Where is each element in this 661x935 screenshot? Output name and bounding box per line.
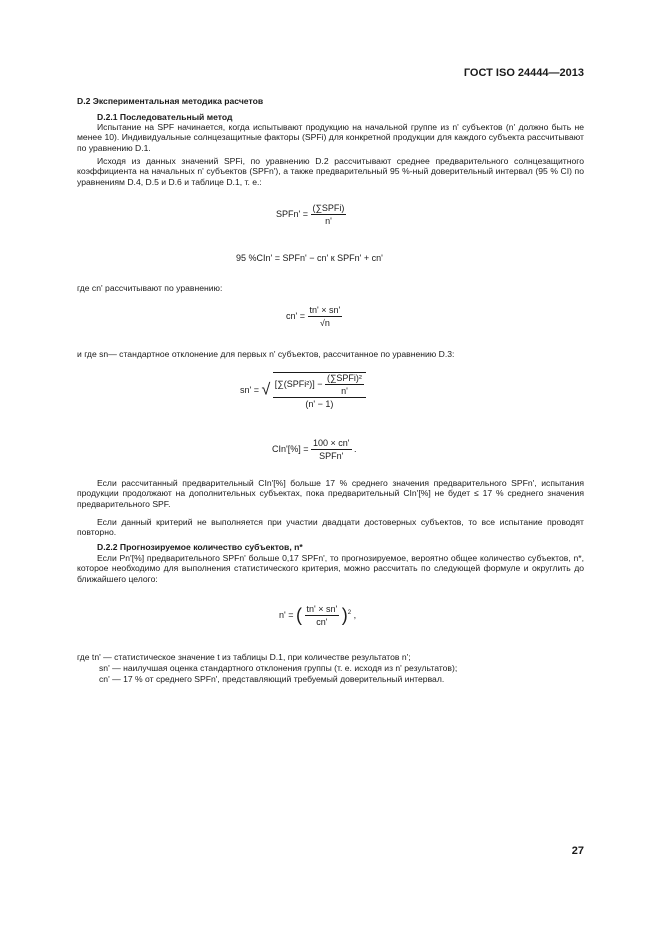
section-d22-title: D.2.2 Прогнозируемое количество субъектов, n*: [97, 542, 303, 552]
formula-s: sn' = √ [∑(SPFi²)] − $\frac{\text{(∑SPFi)²}}{n'}$ (n' − 1): [240, 372, 366, 409]
formula-n-predicted: n' = ( $\frac{tn' \times sn'}{cn'}$ )$^2$ ,: [279, 604, 357, 627]
where-c-text: где cn' рассчитывают по уравнению:: [77, 283, 223, 293]
formula-c: cn' = $\frac{tn' \times sn'}{√n}$: [286, 305, 341, 328]
document-header: ГОСТ ISO 24444—2013: [463, 67, 584, 79]
section-d2-title: D.2 Экспериментальная методика расчетов: [77, 96, 264, 106]
paragraph-4: Если данный критерий не выполняется при участии двадцати достоверных субъектов, то все испытание проводят повторно.: [77, 517, 584, 538]
definition-t: где tn' — статистическое значение t из таблицы D.1, при количестве результатов n';: [77, 652, 411, 662]
paragraph-5: Если Pn'[%] предварительного SPFn' больше 0,17 SPFn', то прогнозируемое, вероятно общее количество субъектов, n*, которое необходимо для выполнения статистического критерия, можно рассчитать по следующей формуле и округлить до ближайшего целого:: [77, 553, 584, 584]
page-number: 27: [571, 845, 584, 857]
section-d21-title: D.2.1 Последовательный метод: [97, 112, 233, 122]
paragraph-3: Если рассчитанный предварительный CIn'[%] больше 17 % среднего значения предварительного SPFn', испытания продукции продолжают на дополнительных субъектах, пока предварительный CIn'[%] не будет ≤ 17 % среднего значения предварительного SPF.: [77, 478, 584, 509]
paragraph-1: Испытание на SPF начинается, когда испытывают продукцию на начальной группе из n' субъектов (n' должно быть не менее 10). Индивидуальные солнцезащитные факторы (SPFi) для конкретной продукции для каждого субъекта рассчитывают по уравнению D.1.: [77, 122, 584, 153]
paragraph-2: Исходя из данных значений SPFi, по уравнению D.2 рассчитывают среднее предварительного солнцезащитного коэффициента на начальных n' субъектов (SPFn'), а также предварительный 95 %-ный доверительный интервал (95 % CI) по уравнениям D.4, D.5 и D.6 и таблице D.1, т. е.:: [77, 156, 584, 187]
formula-ci-range: 95 %CIn' = SPFn' − cn' к SPFn' + cn': [236, 253, 383, 263]
where-s-text: и где sn— стандартное отклонение для первых n' субъектов, рассчитанное по уравнению D.3:: [77, 349, 455, 359]
definition-c: cn' — 17 % от среднего SPFn', представляющий требуемый доверительный интервал.: [99, 674, 445, 684]
formula-spf-mean: SPFn' = $\frac{\text{(∑SPFi)}}{n'}$: [276, 203, 345, 226]
definition-s: sn' — наилучшая оценка стандартного отклонения группы (т. е. исходя из n' результатов);: [99, 663, 458, 673]
formula-ci-percent: CIn'[%] = $\frac{100 \times cn'}{\text{SPFn'}}$ .: [272, 438, 357, 461]
